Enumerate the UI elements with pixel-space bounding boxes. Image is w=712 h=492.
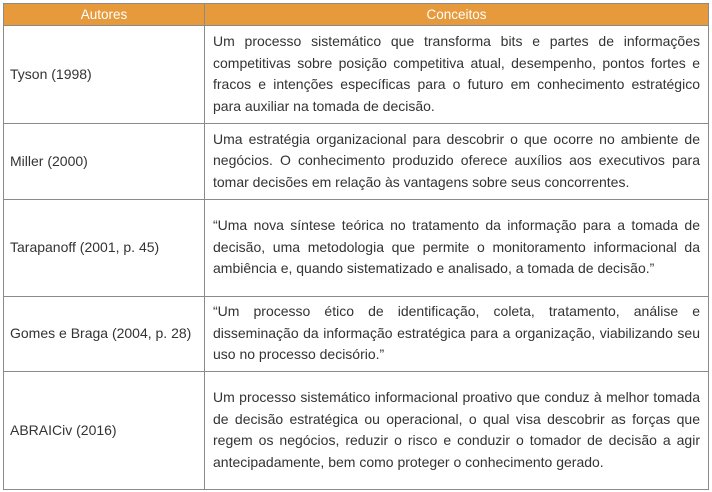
concept-cell: Um processo sistemático informacional proativo que conduz à melhor tomada de decisão estratégica ou operacional, o qual visa descobrir as forças que regem os negócios, reduzir o risco e conduzir o tomador de decisão a agir antecipadamente, bem como proteger o conhecimento gerado. — [205, 372, 709, 490]
concept-cell: Um processo sistemático que transforma bits e partes de informações competitivas sobre posição competitiva atual, desempenho, pontos fortes e fracos e intenções específicas para o futuro em conhecimento estratégico para auxiliar na tomada de decisão. — [205, 26, 709, 124]
concepts-table — [3, 3, 709, 490]
table-row — [4, 26, 709, 124]
table-header-row — [4, 4, 709, 26]
concept-cell: Uma estratégia organizacional para descobrir o que ocorre no ambiente de negócios. O conhecimento produzido oferece auxílios aos executivos para tomar decisões em relação às vantagens sobre seus concorrentes. — [205, 124, 709, 200]
authors-column-header: Autores — [4, 4, 205, 26]
table-row — [4, 372, 709, 490]
table-row — [4, 200, 709, 297]
author-cell: Miller (2000) — [4, 124, 205, 200]
author-cell: Tarapanoff (2001, p. 45) — [4, 200, 205, 297]
table-row — [4, 124, 709, 200]
concepts-column-header: Conceitos — [205, 4, 709, 26]
concepts-table-container — [3, 3, 708, 490]
table-row — [4, 297, 709, 372]
concept-cell: “Uma nova síntese teórica no tratamento da informação para a tomada de decisão, uma metodologia que permite o monitoramento informacional da ambiência e, quando sistematizado e analisado, a tomada de decisão.” — [205, 200, 709, 297]
concept-cell: “Um processo ético de identificação, coleta, tratamento, análise e disseminação da informação estratégica para a organização, viabilizando seu uso no processo decisório.” — [205, 297, 709, 372]
author-cell: Tyson (1998) — [4, 26, 205, 124]
author-cell: Gomes e Braga (2004, p. 28) — [4, 297, 205, 372]
author-cell: ABRAICiv (2016) — [4, 372, 205, 490]
